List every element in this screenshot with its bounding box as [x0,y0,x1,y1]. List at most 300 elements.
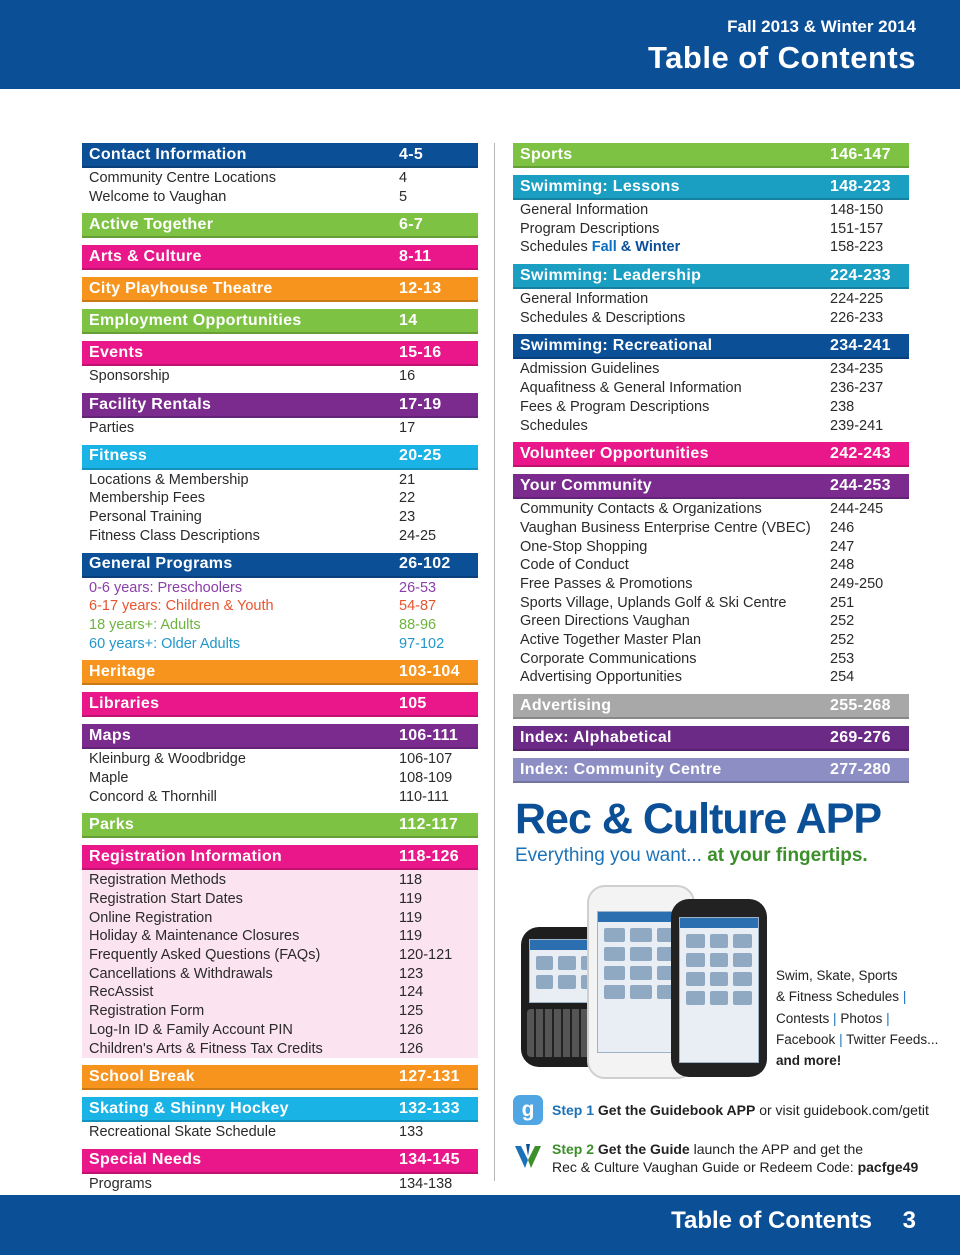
toc-item[interactable] [513,238,909,257]
section-title: Your Community [520,476,652,494]
toc-item-text: Fees & Program Descriptions [520,398,710,415]
toc-section [82,1097,478,1142]
section-header[interactable] [513,694,909,719]
toc-item-pages: 224-225 [830,291,884,308]
toc-item-label [89,946,320,965]
section-title: Swimming: Lessons [520,177,680,195]
toc-item[interactable] [82,788,478,807]
feature-text: Facebook [776,1031,836,1047]
section-pages: 26-102 [399,555,451,572]
section-header[interactable] [513,175,909,200]
section-header[interactable] [82,341,478,366]
toc-item-label [89,788,217,807]
section-pages: 148-223 [830,177,891,195]
toc-item-pages: 108-109 [399,769,453,786]
section-pages: 17-19 [399,395,442,413]
toc-item-label [520,500,762,519]
toc-item[interactable] [82,635,478,654]
toc-item-pages: 236-237 [830,380,884,397]
toc-item-label [520,612,690,631]
toc-item-label [520,309,685,328]
toc-item-label [89,169,276,188]
toc-item-pages: 253 [830,650,855,667]
toc-section [82,692,478,717]
section-pages: 224-233 [830,266,891,284]
section-header[interactable] [513,143,909,168]
app-feature [776,986,938,1007]
toc-item-text: Community Centre Locations [89,170,276,186]
section-header[interactable] [82,660,478,685]
toc-item-pages: 249-250 [830,575,884,592]
phones-illustration [521,885,771,1085]
toc-item-text: Frequently Asked Questions (FAQs) [89,947,321,964]
section-items [513,359,909,435]
toc-item-label [89,616,201,635]
toc-item-text: Programs [89,1175,152,1192]
toc-item[interactable] [82,1040,478,1059]
redeem-code: pacfge49 [857,1159,919,1175]
toc-item-label [89,1021,293,1040]
toc-item-text: Kleinburg & Woodbridge [89,751,246,768]
section-title: Swimming: Recreational [520,336,713,354]
toc-item-text: Community Contacts & Organizations [520,501,762,518]
ampersand: & [620,239,632,256]
toc-item[interactable] [82,1123,478,1142]
toc-item[interactable] [82,946,478,965]
toc-item-text: Fitness Class Descriptions [89,527,260,544]
toc-item[interactable] [82,597,478,616]
toc-item-pages: 252 [830,632,855,648]
toc-item-text: 60 years+: Older Adults [89,635,241,652]
toc-item[interactable] [82,965,478,984]
section-header[interactable] [82,393,478,418]
section-title: Employment Opportunities [89,311,302,329]
toc-item[interactable] [82,188,478,207]
toc-item-pages: 22 [399,490,416,507]
toc-item-text: Online Registration [89,909,213,926]
toc-item-label [89,419,134,438]
section-pages: 234-241 [830,336,891,354]
toc-item[interactable] [82,890,478,909]
section-header[interactable] [82,813,478,838]
section-pages: 146-147 [830,145,891,163]
section-pages: 132-133 [399,1099,460,1117]
toc-section [82,143,478,206]
toc-item-label [89,188,226,207]
section-header[interactable] [82,309,478,334]
toc-item-pages: 23 [399,509,416,526]
toc-item-pages: 246 [830,519,855,536]
toc-item-text: Aquafitness & General Information [520,380,742,397]
section-header[interactable] [82,445,478,470]
toc-item[interactable] [82,489,478,508]
toc-item-label [89,508,202,527]
toc-item[interactable] [82,983,478,1002]
toc-item-text: Advertising Opportunities [520,669,682,686]
toc-item[interactable] [513,668,909,687]
season-fall: Fall [591,239,617,256]
section-pages: 12-13 [399,279,442,297]
section-header[interactable] [82,245,478,270]
toc-item-label [520,238,680,257]
toc-item-label [89,1123,276,1142]
toc-item-label [520,290,648,309]
toc-item-label [520,379,742,398]
guidebook-icon: g [513,1095,543,1125]
toc-section [513,334,909,435]
toc-section [82,660,478,685]
feature-text: Twitter Feeds... [846,1031,939,1047]
toc-item-text: Registration Start Dates [89,891,243,907]
toc-item-text: RecAssist [89,984,154,1001]
section-pages: 20-25 [399,447,442,465]
toc-item[interactable] [513,650,909,669]
toc-item-text: Schedules & Descriptions [520,309,686,326]
section-title: Contact Information [89,145,247,163]
toc-item[interactable] [513,556,909,575]
toc-item[interactable] [513,309,909,328]
section-header[interactable] [82,277,478,302]
app-title: Rec & Culture APP [515,795,882,843]
toc-item-pages: 234-235 [830,361,884,378]
toc-item-label [89,597,274,616]
toc-item-pages: 119 [399,909,423,926]
toc-item-label [89,871,226,890]
toc-section [513,474,909,687]
toc-item-label [520,575,692,594]
section-items [513,200,909,257]
section-title: Events [89,343,144,361]
toc-item-label [520,201,648,220]
section-pages: 14 [399,311,418,329]
toc-item[interactable] [82,871,478,890]
toc-item-text: Code of Conduct [520,557,629,574]
section-items [82,578,478,654]
toc-item-pages: 97-102 [399,635,445,652]
toc-item[interactable] [513,360,909,379]
section-header[interactable] [82,692,478,717]
section-header[interactable] [82,553,478,578]
toc-section [82,813,478,838]
toc-item[interactable] [82,1021,478,1040]
toc-item[interactable] [82,471,478,490]
toc-section [513,726,909,751]
toc-item[interactable] [513,379,909,398]
toc-item[interactable] [513,575,909,594]
app-feature-list [776,965,938,1071]
feature-text: Swim, Skate, Sports [776,968,898,983]
toc-item-pages: 126 [399,1021,424,1038]
app-feature [776,1050,938,1071]
toc-item-text: General Information [520,291,649,308]
step-1-label: Step 1 [552,1102,595,1118]
toc-item-label [89,1175,152,1194]
app-feature [776,1008,938,1029]
toc-item-pages: 106-107 [399,751,453,768]
toc-section [513,694,909,719]
toc-item[interactable] [82,508,478,527]
section-header[interactable] [513,726,909,751]
section-title: Heritage [89,662,156,680]
toc-item-pages: 126 [399,1040,424,1057]
section-title: Index: Community Centre [520,760,722,778]
toc-item[interactable] [513,594,909,613]
section-items [82,168,478,206]
toc-item-pages: 4 [399,170,408,186]
toc-item[interactable] [513,519,909,538]
toc-item-pages: 148-150 [830,202,884,218]
step-2-label: Step 2 [552,1141,595,1157]
toc-item[interactable] [82,367,478,386]
footer-label: Table of Contents [671,1207,872,1234]
section-header[interactable] [513,442,909,467]
section-pages: 112-117 [399,815,459,833]
section-header[interactable] [513,758,909,783]
toc-item-label [89,1002,204,1021]
feature-text: & Fitness Schedules [776,989,900,1005]
toc-item[interactable] [82,909,478,928]
toc-item[interactable] [82,169,478,188]
section-pages: 134-145 [399,1151,460,1169]
toc-item-label [520,556,629,575]
section-title: Libraries [89,694,160,712]
app-tagline [515,845,915,867]
toc-item[interactable] [513,417,909,436]
section-header[interactable] [82,213,478,238]
section-pages: 105 [399,694,427,712]
section-header[interactable] [82,1149,478,1174]
toc-item-pages: 238 [830,398,855,415]
toc-item-pages: 119 [399,928,423,945]
toc-item-label [520,650,697,669]
section-pages: 6-7 [399,215,424,233]
toc-item-text: Sports Village, Uplands Golf & Ski Centre [520,594,787,611]
toc-section [513,758,909,783]
toc-item-label [89,489,205,508]
toc-item-text: General Information [520,202,649,218]
toc-item-text: Admission Guidelines [520,361,660,378]
section-title: Fitness [89,447,148,465]
toc-item-label [89,909,212,928]
toc-item-pages: 239-241 [830,417,884,434]
section-title: Facility Rentals [89,395,212,413]
toc-item-label [89,927,299,946]
section-pages: 15-16 [399,343,442,361]
toc-section [513,264,909,327]
section-title: Swimming: Leadership [520,266,702,284]
section-header[interactable] [82,1065,478,1090]
toc-item-label [89,750,246,769]
toc-item-label [89,983,153,1002]
toc-item[interactable] [513,290,909,309]
toc-item[interactable] [82,616,478,635]
toc-section [82,445,478,546]
toc-item[interactable] [513,500,909,519]
toc-item-text: 18 years+: Adults [89,616,201,633]
section-pages: 106-111 [399,726,459,744]
section-header[interactable] [82,724,478,749]
toc-item-text: Parties [89,420,135,437]
toc-item-label [520,417,588,436]
section-title: City Playhouse Theatre [89,279,273,297]
toc-item-label [520,360,659,379]
app-tagline-plain: Everything you want... [515,845,702,866]
toc-section [82,277,478,302]
toc-section [82,724,478,806]
toc-item[interactable] [82,769,478,788]
toc-item-pages: 119 [399,891,423,907]
toc-item-text: Green Directions Vaughan [520,613,690,630]
app-tagline-bold: at your fingertips. [707,845,868,866]
toc-item-text: Schedules [520,417,588,434]
toc-item-label [520,594,787,613]
toc-item-pages: 123 [399,965,424,982]
toc-left-column [82,143,478,1219]
toc-item-pages: 88-96 [399,616,437,633]
toc-item[interactable] [82,1002,478,1021]
section-title: Parks [89,815,135,833]
step-1 [552,1102,929,1118]
season-winter: Winter [635,239,681,256]
toc-item-text: Personal Training [89,509,202,526]
toc-section [513,442,909,467]
toc-item-pages: 120-121 [399,947,453,964]
toc-item-pages: 26-53 [399,579,437,596]
toc-item-text: Registration Methods [89,872,227,889]
feature-separator: | [839,1031,843,1047]
toc-item-pages: 24-25 [399,527,437,544]
toc-item-pages: 133 [399,1124,424,1141]
section-header[interactable] [82,845,478,870]
toc-item-label [89,1040,323,1059]
toc-item[interactable] [82,419,478,438]
toc-section [513,143,909,168]
section-items [82,749,478,806]
toc-item-label [89,635,240,654]
step-2 [552,1140,918,1176]
toc-item[interactable] [513,631,909,650]
app-feature [776,1029,938,1050]
toc-item[interactable] [513,398,909,417]
section-items [513,499,909,687]
toc-item-text: Program Descriptions [520,220,660,237]
toc-item-label [520,631,701,650]
toc-item-text: Vaughan Business Enterprise Centre (VBEC) [520,519,811,536]
section-items [82,470,478,546]
toc-item-label [520,398,709,417]
section-header[interactable] [82,143,478,168]
toc-item-pages: 252 [830,613,855,630]
section-pages: 127-131 [399,1067,460,1085]
toc-section [82,1065,478,1090]
toc-item[interactable] [513,612,909,631]
toc-item-text: Maple [89,769,129,786]
step-2-rest: launch the APP and get the [693,1141,864,1157]
toc-item-text: Locations & Membership [89,471,249,488]
toc-item-pages: 5 [399,188,408,205]
toc-item-text: 6-17 years: Children & Youth [89,598,274,615]
vaughan-logo-icon [513,1140,543,1172]
feature-separator: | [833,1010,837,1026]
toc-item[interactable] [513,201,909,220]
toc-item-text: Children's Arts & Fitness Tax Credits [89,1040,323,1057]
feature-separator: | [886,1010,890,1026]
toc-item-text: 0-6 years: Preschoolers [89,579,243,596]
toc-item-pages: 125 [399,1003,424,1020]
section-header[interactable] [82,1097,478,1122]
toc-item-pages: 247 [830,538,855,555]
toc-section [82,393,478,438]
toc-item-text: Active Together Master Plan [520,632,702,648]
toc-item[interactable] [82,579,478,598]
toc-item-pages: 151-157 [830,220,884,237]
toc-item-pages: 254 [830,669,855,686]
toc-item-text: Free Passes & Promotions [520,575,693,592]
toc-item-text: Corporate Communications [520,650,697,667]
step-1-bold: Get the Guidebook APP [597,1102,756,1118]
toc-item[interactable] [82,527,478,546]
toc-item[interactable] [82,927,478,946]
toc-item-pages: 16 [399,368,416,385]
page-title: Table of Contents [648,40,916,75]
toc-item[interactable] [82,1175,478,1194]
toc-item-label [89,769,129,788]
toc-section [513,175,909,257]
toc-item-label [89,367,170,386]
section-title: Special Needs [89,1151,202,1169]
section-title: Maps [89,726,132,744]
toc-item-pages: 134-138 [399,1175,453,1192]
toc-item-label [89,890,243,909]
section-pages: 103-104 [399,662,460,680]
app-promo [515,796,915,867]
toc-item-text: Cancellations & Withdrawals [89,965,273,982]
feature-text: Contests [776,1010,830,1026]
toc-section [82,245,478,270]
toc-item-label [89,527,260,546]
section-header[interactable] [513,264,909,289]
section-title: Index: Alphabetical [520,728,672,746]
section-items [82,366,478,386]
section-header[interactable] [513,474,909,499]
phone-android [671,899,767,1077]
edition-label: Fall 2013 & Winter 2014 [727,17,916,36]
section-title: Active Together [89,215,214,233]
toc-item-text: Log-In ID & Family Account PIN [89,1021,293,1038]
toc-item[interactable] [513,220,909,239]
feature-text: Photos [840,1010,883,1026]
toc-item-pages: 17 [399,420,416,437]
section-pages: 4-5 [399,145,424,163]
section-pages: 242-243 [830,444,891,462]
toc-item-label [520,538,647,557]
toc-item-pages: 244-245 [830,501,884,518]
toc-section [82,553,478,654]
page-number: 3 [902,1207,916,1234]
toc-item-pages: 158-223 [830,239,884,256]
toc-item[interactable] [82,750,478,769]
section-title: Sports [520,145,573,163]
toc-item-text: Holiday & Maintenance Closures [89,928,300,945]
toc-item[interactable] [513,538,909,557]
toc-item-text: One-Stop Shopping [520,538,648,555]
toc-item-label [89,965,273,984]
step-1-rest: or visit guidebook.com/getit [759,1102,929,1118]
toc-item-text: Recreational Skate Schedule [89,1124,277,1141]
feature-separator: | [902,989,907,1005]
toc-item-text: Concord & Thornhill [89,788,217,805]
section-header[interactable] [513,334,909,359]
